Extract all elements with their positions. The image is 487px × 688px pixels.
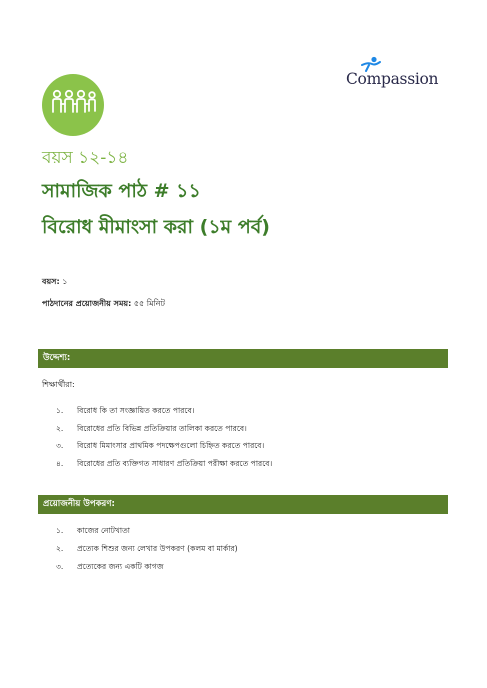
age-range-heading: বয়স ১২-১৪ bbox=[42, 148, 129, 168]
lesson-title: বিরোধ মীমাংসা করা (১ম পর্ব) bbox=[42, 216, 270, 238]
list-item: ৩. প্রত্যেকের জন্য একটি কাগজ bbox=[56, 562, 164, 571]
objectives-heading: উদ্দেশ্য: bbox=[38, 349, 448, 368]
logo-text: Compassion bbox=[346, 70, 439, 88]
list-item: ৪. বিরোধের প্রতি ব্যক্তিগত সাধারণ প্রতিক্রিয়া পরীক্ষা করতে পারবে। bbox=[56, 458, 273, 468]
age-label: বয়স: bbox=[42, 277, 60, 286]
materials-list bbox=[56, 525, 238, 579]
list-item: ২. বিরোধের প্রতি বিভিন্ন প্রতিক্রিয়ার তালিকা করতে পারবে। bbox=[56, 423, 247, 433]
list-item: ১. বিরোধ কি তা সংজ্ঞায়িত করতে পারবে। bbox=[56, 406, 195, 415]
materials-heading: প্রয়োজনীয় উপকরণ: bbox=[38, 495, 448, 514]
subject-heading: সামাজিক পাঠ # ১১ bbox=[42, 180, 201, 202]
time-info bbox=[42, 298, 165, 311]
age-info bbox=[42, 276, 67, 289]
objectives-intro: শিক্ষার্থীরা: bbox=[42, 380, 75, 389]
compassion-logo bbox=[346, 56, 446, 96]
time-label: পাঠদানের প্রয়োজনীয় সময়: bbox=[42, 299, 132, 308]
children-group-icon bbox=[42, 74, 104, 136]
objectives-list bbox=[56, 405, 272, 475]
list-item: ২. প্রত্যেক শিশুর জন্য লেখার উপকরণ (কলম বা মার্কার) bbox=[56, 544, 238, 553]
age-value: ১ bbox=[62, 277, 68, 286]
list-item: ১. কাজের নোটখাতা bbox=[56, 526, 130, 535]
time-value: ৫৫ মিনিট bbox=[133, 299, 165, 308]
list-item: ৩. বিরোধ মিমাংসার প্রাথমিক পদক্ষেপগুলো চিহ্নিত করতে পারবে। bbox=[56, 441, 265, 450]
